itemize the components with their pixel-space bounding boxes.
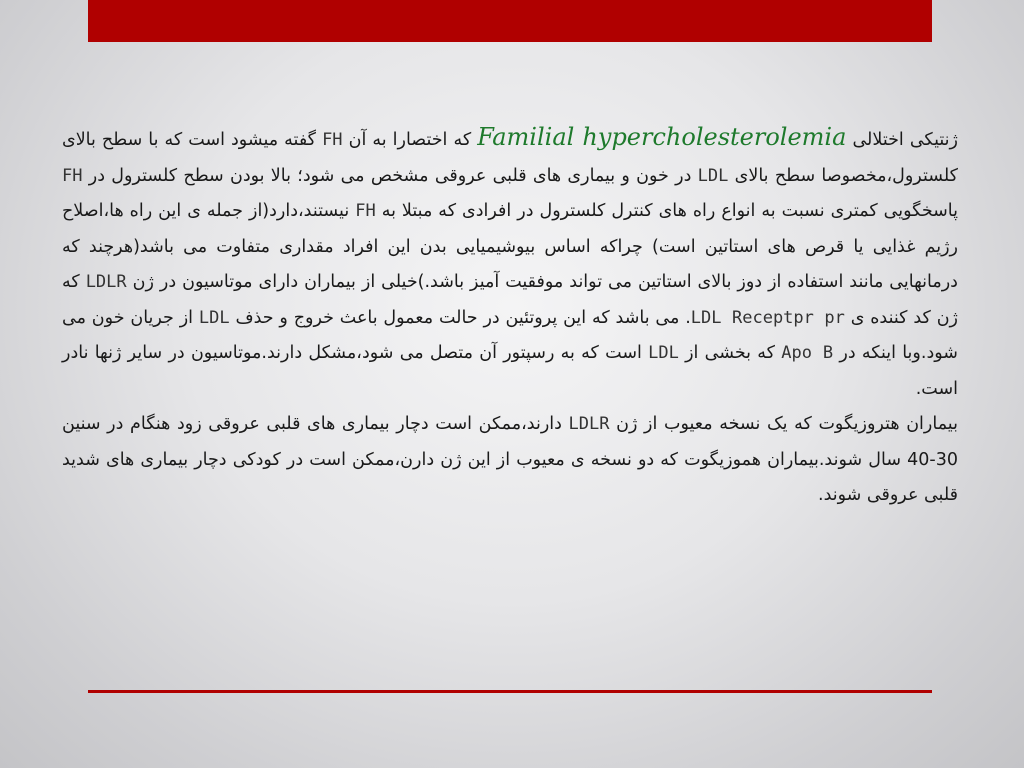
text-segment: از جریان خون می شود.وبا اینکه در bbox=[62, 307, 958, 363]
text-segment: که اختصارا به آن bbox=[348, 130, 472, 150]
text-segment: پاسخگویی کمتری نسبت به انواع راه های کنترل کلسترول در افرادی که مبتلا به bbox=[381, 201, 958, 221]
abbreviation-fh: FH bbox=[62, 165, 83, 186]
abbreviation-ldlr: LDLR bbox=[85, 272, 127, 292]
abbreviation-ldl: LDL bbox=[697, 165, 729, 186]
slide-body-text bbox=[62, 120, 958, 514]
text-segment: . می باشد که این پروتئین در حالت معمول باعث خروج و حذف bbox=[235, 307, 691, 328]
text-segment: بیماران هتروزیگوت که یک نسخه معیوب از ژن bbox=[616, 414, 958, 434]
text-segment: دارند،ممکن است دچار بیماری های قلبی عروقی زود هنگام در سنین 30-40 سال شوند.بیماران هموزیگوت که دو نسخه ی معیوب از این ژن دارن،ممکن است در کودکی دچار بیماری های شدید قلبی عروقی شوند. bbox=[62, 414, 958, 505]
bottom-accent-rule bbox=[88, 690, 932, 693]
text-segment: که بخشی از bbox=[685, 343, 775, 363]
abbreviation-ldl: LDL bbox=[198, 307, 230, 328]
text-segment: در خون و بیماری های قلبی عروقی مشخص می شود؛ بالا بودن سطح کلسترول در bbox=[88, 165, 692, 186]
text-segment: که ژن کد کننده ی bbox=[62, 272, 958, 328]
highlighted-term: Familial hypercholesterolemia bbox=[477, 123, 847, 151]
abbreviation-ldlr: LDLR bbox=[568, 414, 610, 434]
text-segment: گفته میشود است که با سطح بالای کلسترول،مخصوصا سطح بالای bbox=[62, 130, 958, 186]
term-apo-b: Apo B bbox=[781, 343, 834, 363]
paragraph-2 bbox=[62, 407, 958, 514]
paragraph-1 bbox=[62, 120, 958, 407]
text-segment: نیستند،دارد(از جمله ی این راه ها،اصلاح رژیم غذایی یا قرص های استاتین است) چراکه اساس بیوشیمیایی بدن این افراد مقداری متفاوت می باشد(هرچند که درمانهایی مانند استفاده از دوز بالای استاتین می تواند موفقیت آمیز باشد.)خیلی از بیماران دارای موتاسیون در ژن bbox=[62, 201, 958, 292]
text-segment: ژنتیکی اختلالی bbox=[852, 130, 958, 150]
top-accent-band bbox=[88, 0, 932, 42]
abbreviation-ldl: LDL bbox=[648, 343, 679, 363]
abbreviation-fh: FH bbox=[355, 201, 376, 221]
term-ldl-receptor: LDL Receptpr pr bbox=[690, 307, 845, 328]
text-segment: است که به رسپتور آن متصل می شود،مشکل دارند.موتاسیون در سایر ژنها نادر است. bbox=[62, 343, 958, 399]
abbreviation-fh: FH bbox=[322, 130, 343, 150]
